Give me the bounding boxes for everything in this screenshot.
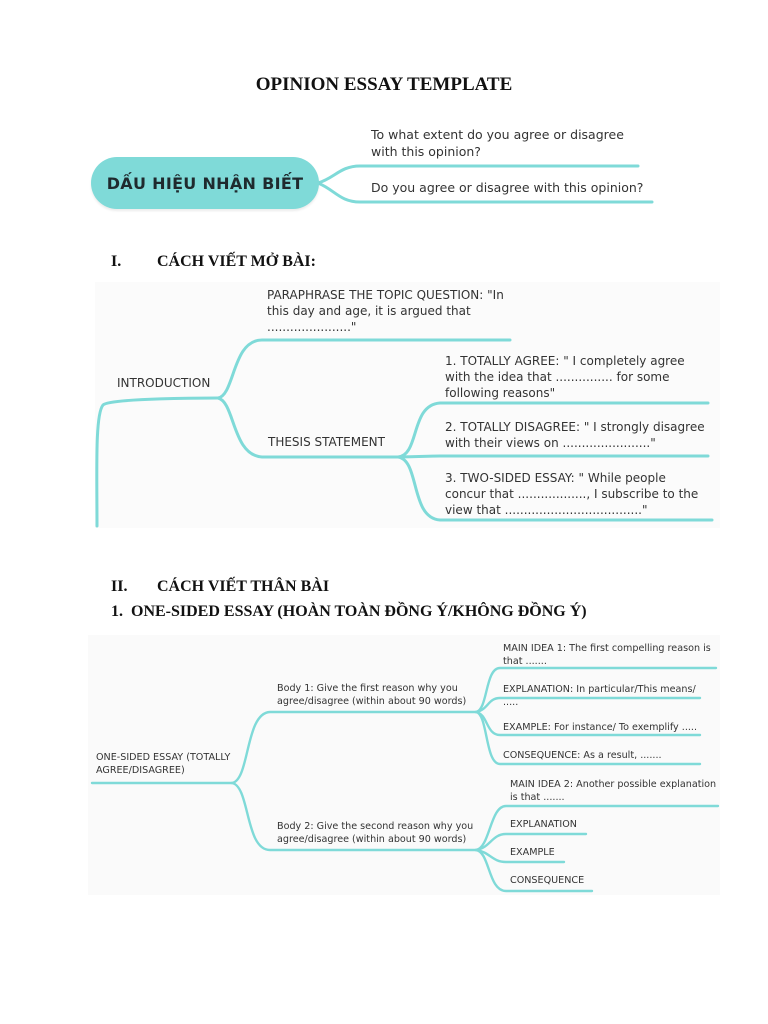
disagree-line1: 2. TOTALLY DISAGREE: " I strongly disagree: [445, 420, 705, 434]
question-1-line2: with this opinion?: [371, 144, 481, 159]
consequence-2: CONSEQUENCE: [510, 875, 585, 886]
twosided-line1: 3. TWO-SIDED ESSAY: " While people: [445, 471, 666, 485]
section-2-heading: CÁCH VIẾT THÂN BÀI: [157, 578, 330, 595]
agree-line1: 1. TOTALLY AGREE: " I completely agree: [445, 354, 685, 368]
section-1-heading: CÁCH VIẾT MỞ BÀI:: [157, 253, 316, 270]
thesis-node: THESIS STATEMENT: [268, 435, 385, 449]
main-idea-1-line2: that .......: [503, 656, 547, 667]
explanation-1-line2: .....: [503, 697, 519, 708]
body1-line1: Body 1: Give the first reason why you: [277, 683, 458, 694]
twosided-line3: view that ....................................": [445, 503, 648, 517]
paraphrase-line1: PARAPHRASE THE TOPIC QUESTION: "In: [267, 288, 504, 302]
example-1: EXAMPLE: For instance/ To exemplify .....: [503, 722, 698, 733]
main-idea-2-line2: is that .......: [510, 792, 565, 803]
section-1-number: I.: [111, 253, 122, 270]
body1-line2: agree/disagree (within about 90 words): [277, 696, 467, 707]
consequence-1: CONSEQUENCE: As a result, .......: [503, 750, 662, 761]
recognition-label: DẤU HIỆU NHẬN BIẾT: [106, 173, 304, 193]
one-sided-root-line2: AGREE/DISAGREE): [96, 765, 185, 776]
one-sided-root-line1: ONE-SIDED ESSAY (TOTALLY: [96, 752, 231, 763]
twosided-line2: concur that .................., I subscribe to the: [445, 487, 699, 501]
section-2-subheading: 1. ONE-SIDED ESSAY (HOÀN TOÀN ĐỒNG Ý/KHÔNG ĐỒNG Ý): [111, 603, 587, 620]
question-1-line1: To what extent do you agree or disagree: [371, 127, 624, 142]
main-idea-1-line1: MAIN IDEA 1: The first compelling reason is: [503, 643, 711, 654]
introduction-node: INTRODUCTION: [117, 376, 211, 390]
section-2-number: II.: [111, 578, 128, 595]
main-idea-2-line1: MAIN IDEA 2: Another possible explanation: [510, 779, 717, 790]
branch-body1: [232, 712, 476, 783]
body2-line1: Body 2: Give the second reason why you: [277, 821, 474, 832]
body2-line2: agree/disagree (within about 90 words): [277, 834, 467, 845]
agree-line2: with the idea that ............... for some: [445, 370, 670, 384]
paraphrase-line3: ......................": [267, 320, 357, 334]
paraphrase-line2: this day and age, it is argued that: [267, 304, 471, 318]
explanation-1-line1: EXPLANATION: In particular/This means/: [503, 684, 696, 695]
question-2: Do you agree or disagree with this opinion?: [371, 180, 644, 195]
page-title: OPINION ESSAY TEMPLATE: [255, 74, 513, 95]
example-2: EXAMPLE: [510, 847, 555, 858]
explanation-2: EXPLANATION: [510, 819, 577, 830]
agree-line3: following reasons": [445, 386, 556, 400]
disagree-line2: with their views on .......................": [445, 436, 656, 450]
